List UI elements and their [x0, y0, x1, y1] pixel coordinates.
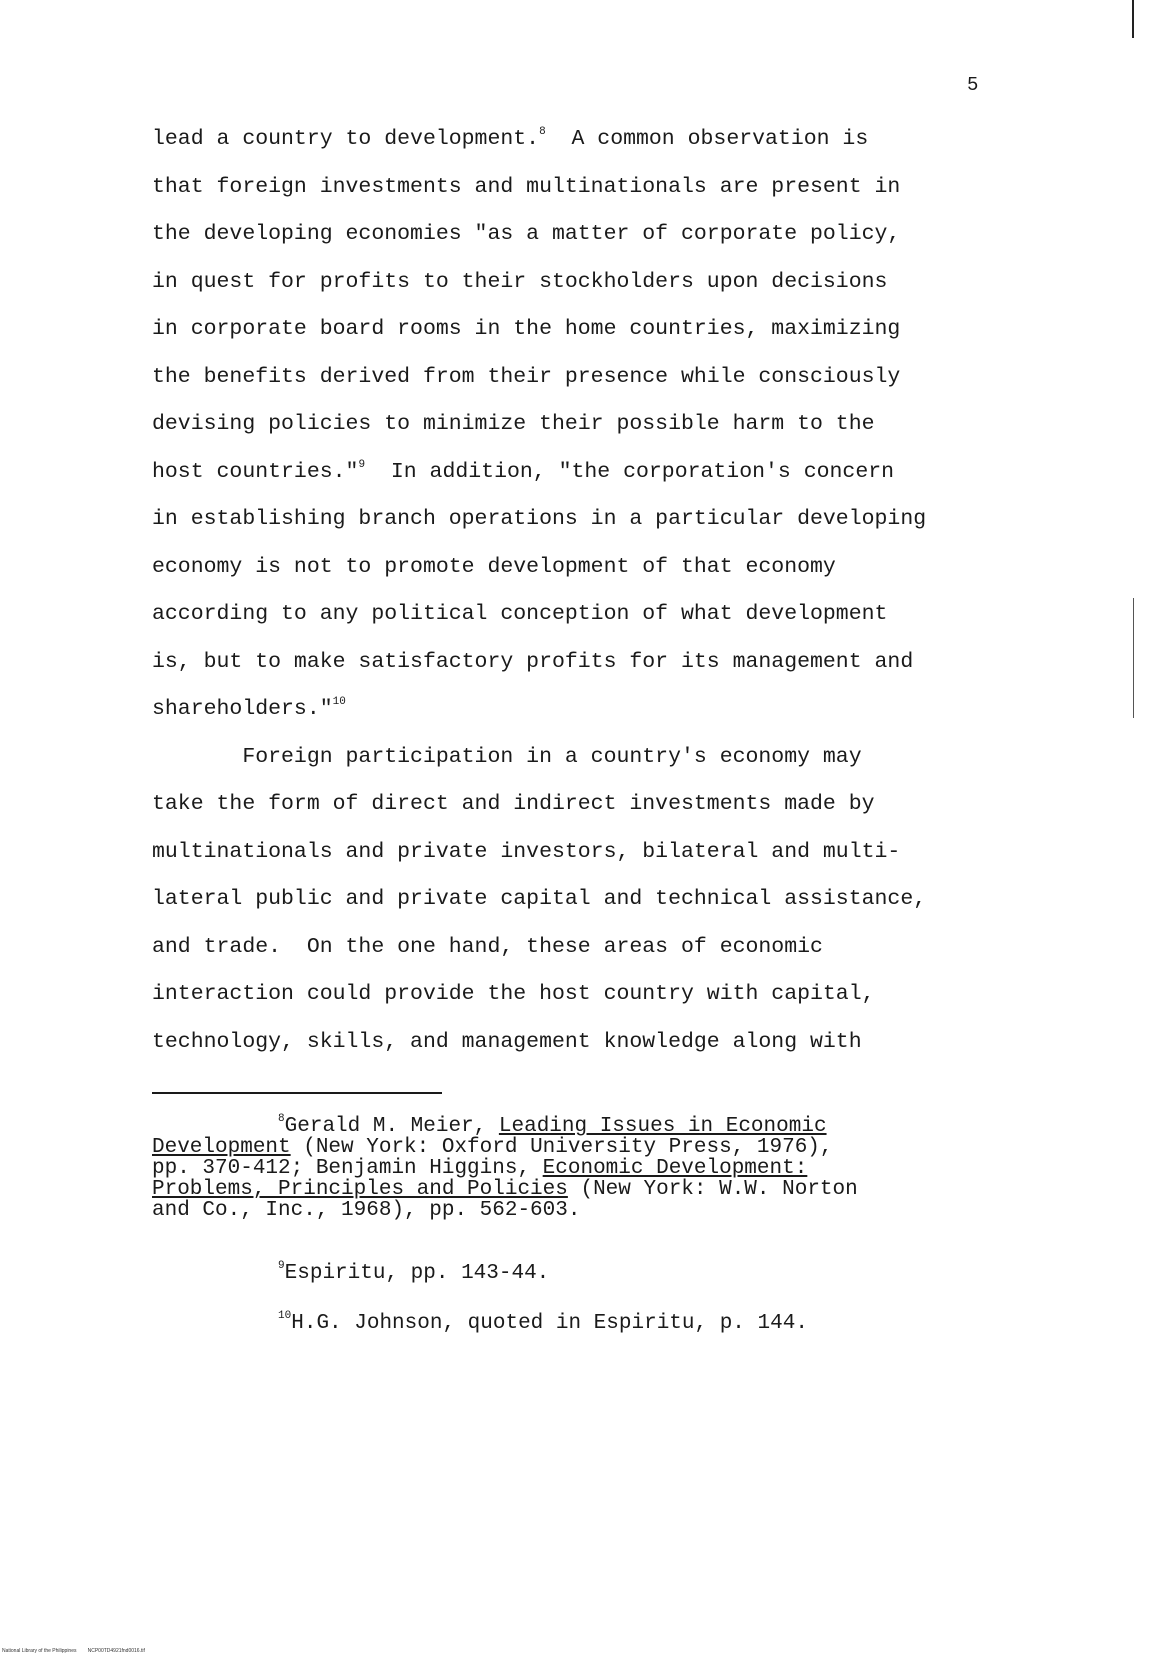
footnote-ref: 9: [358, 458, 366, 471]
text-line: according to any political conception of what development: [152, 602, 888, 626]
footnote-line: [152, 1137, 858, 1158]
footnote-text: Espiritu, pp. 143-44.: [284, 1262, 550, 1285]
text-line: in establishing branch operations in a particular developing: [152, 507, 927, 531]
footnote-line: [152, 1158, 858, 1179]
footnote-title: Leading Issues in Economic: [498, 1115, 827, 1138]
body-text: [152, 116, 1022, 1066]
footnote-text: (New York: Oxford University Press, 1976),: [290, 1136, 833, 1159]
footnote-marker: 8: [278, 1113, 285, 1125]
text-line: and trade. On the one hand, these areas of economic: [152, 934, 823, 959]
footnote-text: (New York: W.W. Norton: [567, 1178, 858, 1201]
footnote-10: [152, 1312, 808, 1335]
scan-edge-mark: [1133, 598, 1134, 718]
text-line: host countries."$^9$ In addition, "the corporation's concern: [152, 458, 895, 484]
footnote-marker: 10: [278, 1310, 292, 1322]
page-number: 5: [967, 74, 979, 96]
footnote-text: pp. 370-412; Benjamin Higgins,: [152, 1157, 543, 1180]
footnote-title: Economic Development:: [542, 1157, 808, 1180]
footnote-line: [152, 1113, 858, 1138]
text-line: the developing economies "as a matter of corporate policy,: [152, 222, 901, 246]
text-line: lateral public and private capital and technical assistance,: [152, 887, 927, 911]
footnote-marker: 9: [278, 1260, 285, 1272]
text-line: in corporate board rooms in the home countries, maximizing: [152, 317, 901, 341]
text-line: shareholders."$^{10}$: [152, 696, 346, 721]
text-line: interaction could provide the host country with capital,: [152, 982, 875, 1006]
footnote-title: Problems, Principles and Policies: [152, 1178, 568, 1201]
footnote-ref: 8: [539, 126, 546, 138]
text-line: take the form of direct and indirect investments made by: [152, 792, 875, 816]
text-line: the benefits derived from their presence while consciously: [152, 364, 901, 389]
footnote-text: H.G. Johnson, quoted in Espiritu, p. 144.: [291, 1312, 808, 1335]
footnote-separator: [152, 1092, 442, 1094]
archive-label: National Library of the Philippines NCP00TD4921fnd0016.tif: [2, 1648, 145, 1654]
footnote-8: [152, 1113, 858, 1222]
footnote-9: [152, 1262, 549, 1285]
text-line: lead a country to development.$^8$ A common observation is: [152, 126, 869, 151]
footnote-title: Development: [152, 1136, 291, 1159]
text-line: multinationals and private investors, bilateral and multi-: [152, 839, 901, 864]
text-line: in quest for profits to their stockholders upon decisions: [152, 269, 888, 294]
footnote-ref: 10: [332, 696, 346, 708]
scan-edge-mark: [1132, 0, 1134, 38]
footnote-line: [152, 1179, 858, 1200]
text-line: Foreign participation in a country's economy may: [152, 744, 862, 769]
footnote-text: Gerald M. Meier,: [284, 1115, 499, 1138]
text-line: devising policies to minimize their possible harm to the: [152, 412, 875, 436]
text-line: that foreign investments and multinationals are present in: [152, 174, 901, 199]
text-line: economy is not to promote development of that economy: [152, 554, 836, 579]
footnote-line: and Co., Inc., 1968), pp. 562-603.: [152, 1199, 581, 1222]
text-line: is, but to make satisfactory profits for its management and: [152, 649, 914, 674]
text-line: technology, skills, and management knowledge along with: [152, 1029, 862, 1054]
